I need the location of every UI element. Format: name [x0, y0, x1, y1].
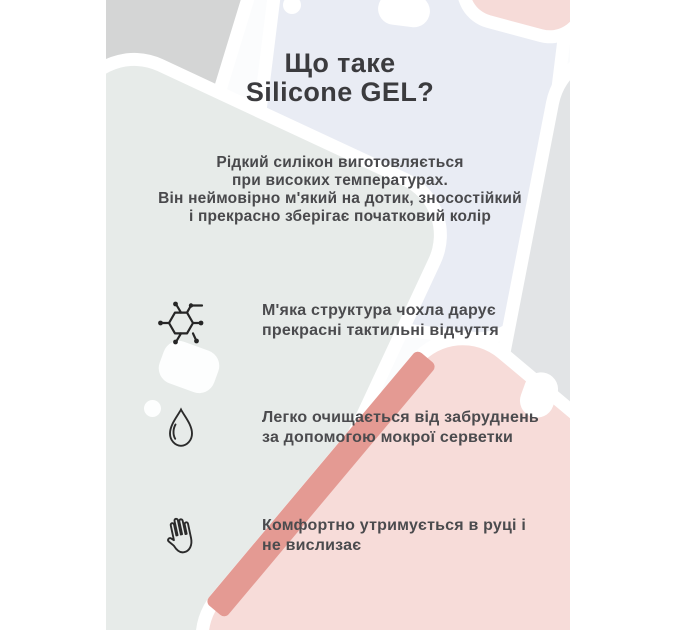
water-drop-icon [150, 407, 212, 449]
page-title-line1: Що таке [284, 48, 396, 78]
intro-line: і прекрасно зберігає початковий колір [188, 208, 492, 225]
feature-text-line2: за допомогою мокрої серветки [262, 429, 514, 446]
feature-text-line2: прекрасні тактильні відчуття [262, 322, 499, 339]
feature-text-line2: не вислизає [262, 537, 362, 554]
molecule-icon [150, 297, 212, 345]
intro-line: Рідкий силікон виготовляється [216, 154, 464, 171]
feature-row-soft-structure [150, 297, 580, 345]
feature-text-line1: Легко очищається від забруднень [262, 409, 539, 426]
intro-line: при високих температурах. [232, 172, 448, 189]
page-title-line2: Silicone GEL? [245, 77, 435, 107]
feature-text-line1: М'яка структура чохла дарує [262, 302, 496, 319]
page-title [0, 49, 680, 107]
feature-text [262, 516, 526, 556]
feature-text [262, 301, 499, 341]
hand-icon [150, 513, 212, 559]
intro-paragraph [0, 154, 680, 226]
feature-row-easy-clean [150, 407, 580, 449]
feature-row-comfort-grip [150, 513, 580, 559]
feature-text-line1: Комфортно утримується в руці і [262, 517, 526, 534]
feature-text [262, 408, 539, 448]
intro-line: Він неймовірно м'який на дотик, зносостійкий [158, 190, 522, 207]
